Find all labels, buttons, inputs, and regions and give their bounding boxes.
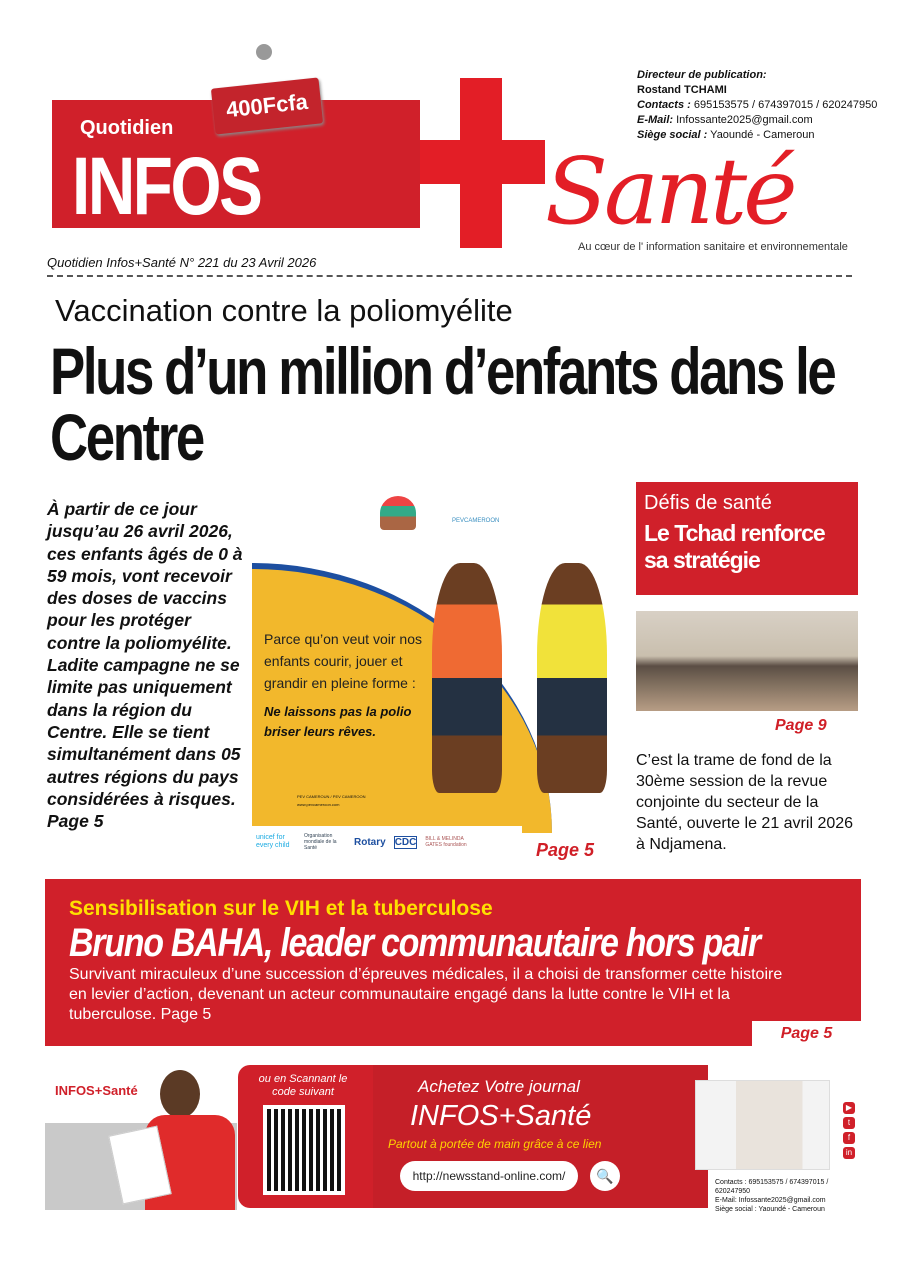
masthead-tagline: Au cœur de l' information sanitaire et environnementale <box>578 241 848 253</box>
boy-illustration <box>432 563 502 793</box>
director: Rostand TCHAMI <box>637 84 727 96</box>
page-link[interactable]: Page 5 <box>535 840 594 860</box>
side-kicker: Défis de santé <box>644 492 772 514</box>
cross-icon-vertical <box>460 78 502 248</box>
director-label: Directeur de publication: <box>637 69 767 81</box>
email: Infossante2025@gmail.com <box>676 114 813 126</box>
scan-label: ou en Scannant le code suivant <box>258 1073 348 1098</box>
logo-icon <box>380 496 416 530</box>
ad-email: E-Mail: Infossante2025@gmail.com <box>715 1197 826 1204</box>
price-tag: 400Fcfa <box>211 77 323 134</box>
newspaper-covers <box>695 1080 830 1170</box>
partner-rotary: Rotary <box>354 836 386 848</box>
subscription-ad <box>45 1065 861 1213</box>
partner-who: Organisation mondiale de la Santé <box>304 833 337 851</box>
main-kicker: Vaccination contre la poliomyélite <box>55 293 513 328</box>
masthead-quotidien: Quotidien <box>80 117 174 139</box>
main-headline: Plus d’un million d’enfants dans le Centre <box>50 334 835 474</box>
nail-icon <box>256 44 272 60</box>
masthead-info <box>637 68 877 143</box>
boy-illustration <box>537 563 607 793</box>
side-box <box>636 482 858 595</box>
ad-brand: INFOS+Santé <box>410 1100 592 1132</box>
contacts-label: Contacts : <box>637 99 691 111</box>
poster-site: www.pevcameroon.com <box>297 802 340 807</box>
url-field[interactable]: http://newsstand-online.com/ <box>400 1161 578 1191</box>
side-text: C’est la trame de fond de la 30ème session de la revue conjointe du secteur de la Santé, ouverte le 21 avril 2026 à Ndjamena. <box>636 752 854 853</box>
ad-siege: Siège social : Yaoundé - Cameroun <box>715 1206 825 1213</box>
partner-cdc: CDC <box>394 836 417 848</box>
masthead-sante: Santé <box>545 138 794 245</box>
divider <box>47 275 852 277</box>
ad-panel <box>238 1065 708 1208</box>
masthead-infos: INFOS <box>72 141 261 232</box>
poster-slogan: Ne laissons pas la polio briser leurs rêves. <box>264 704 412 739</box>
issue-line: Quotidien Infos+Santé N° 221 du 23 Avril 2026 <box>47 255 317 270</box>
siege: Yaoundé - Cameroun <box>710 129 815 141</box>
ad-logo: INFOS+Santé <box>55 1083 138 1098</box>
siege-label: Siège social : <box>637 129 708 141</box>
linkedin-icon[interactable]: in <box>843 1147 855 1159</box>
youtube-icon[interactable]: ▶ <box>843 1102 855 1114</box>
ad-contacts: Contacts : 695153575 / 674397015 / 620247950 <box>715 1179 829 1195</box>
side-headline: Le Tchad renforce sa stratégie <box>644 520 825 573</box>
search-icon[interactable]: 🔍 <box>590 1161 620 1191</box>
email-label: E-Mail: <box>637 114 674 126</box>
band-headline: Bruno BAHA, leader communautaire hors pair <box>69 921 760 965</box>
page-link[interactable]: Page 5 <box>752 1021 861 1046</box>
ad-sub: Partout à portée de main grâce à ce lien <box>388 1137 602 1151</box>
band-text: Survivant miraculeux d’une succession d’épreuves médicales, il a choisi de transformer cette histoire en levier d’action, devenant un acteur communautaire engagé dans la lutte contre le VIH et la tuberculose. Page 5 <box>69 966 783 1023</box>
polio-poster <box>252 488 622 863</box>
pev-logo: PEVCAMEROON <box>452 518 500 524</box>
buy-label: Achetez Votre journal <box>418 1077 580 1096</box>
group-photo <box>636 611 858 711</box>
poster-social: PEV CAMEROUN / PEV CAMEROON <box>297 794 366 799</box>
partner-unicef: unicef for every child <box>256 834 290 849</box>
poster-text: Parce qu’on veut voir nos enfants courir, jouer et grandir en pleine forme : <box>264 631 422 691</box>
page-link[interactable]: Page 9 <box>775 717 827 734</box>
contacts: 695153575 / 674397015 / 620247950 <box>693 99 878 111</box>
qr-code[interactable] <box>263 1105 345 1195</box>
ad-info <box>715 1178 861 1214</box>
main-lead: À partir de ce jour jusqu’au 26 avril 2026, ces enfants âgés de 0 à 59 mois, vont recevoir des doses de vaccins pour les protéger contre la poliomyélite. Ladite campagne ne se limite pas uniquement dans la région du Centre. Elle se tient simultanément dans 05 autres régions du pays considérées à risques. Page 5 <box>47 499 243 832</box>
facebook-icon[interactable]: f <box>843 1132 855 1144</box>
poster-text-block <box>264 628 436 742</box>
twitter-icon[interactable]: t <box>843 1117 855 1129</box>
partner-logos <box>252 826 522 858</box>
feature-band <box>45 879 861 1046</box>
reader-head <box>160 1070 200 1118</box>
band-kicker: Sensibilisation sur le VIH et la tuberculose <box>69 897 493 920</box>
partner-gates: BILL & MELINDA GATES foundation <box>425 836 467 848</box>
